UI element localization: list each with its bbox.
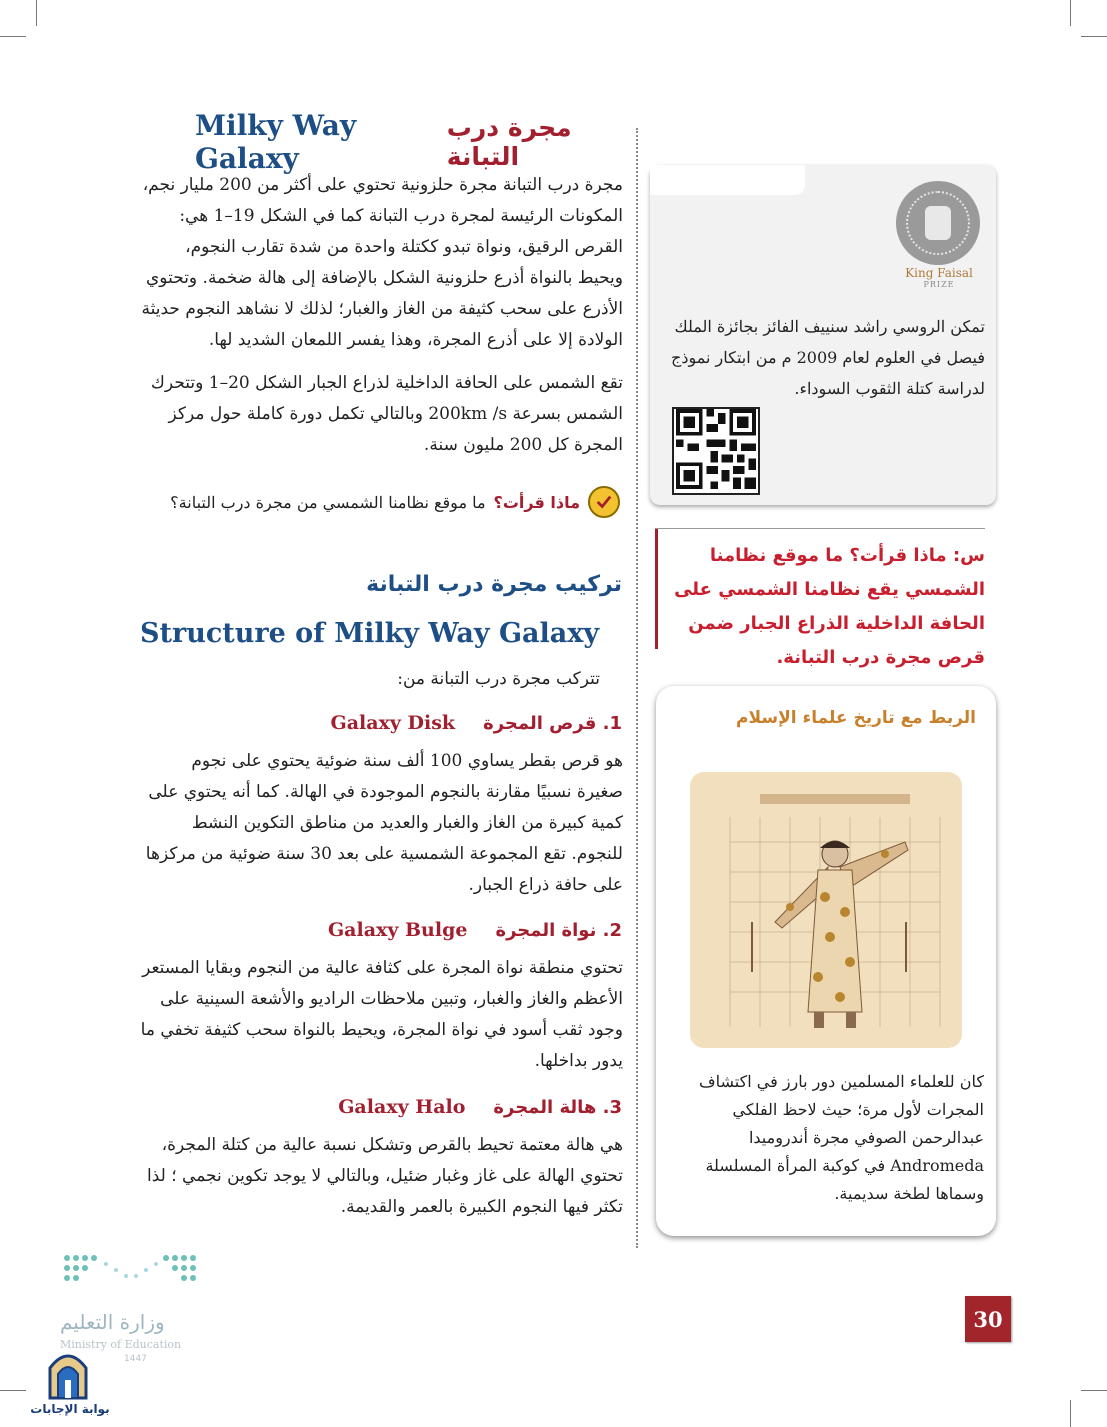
answer-box [655, 528, 985, 668]
king-faisal-seal-icon [896, 181, 980, 265]
item-heading-disk [200, 708, 622, 738]
crop-mark [0, 36, 26, 37]
ministry-year: 1447 [124, 1354, 147, 1364]
item-heading-en: Galaxy Bulge [327, 919, 468, 941]
structure-intro: تتركب مجرة درب التبانة من: [397, 669, 600, 689]
ministry-name-ar: وزارة التعليم [60, 1310, 165, 1334]
paragraph-sun-position: تقع الشمس على الحافة الداخلية لذراع الجبار الشكل 20–1 وتتحرك الشمس بسرعة 200km /s وبالتالي تكمل دورة كاملة حول مركز المجرة كل 200 مليون سنة. [150, 373, 623, 455]
heading-en: Milky Way Galaxy [195, 109, 357, 175]
crop-mark [1081, 36, 1107, 37]
item-heading-halo [200, 1092, 622, 1122]
mosque-gate-icon [46, 1348, 90, 1400]
crop-mark [1070, 1400, 1071, 1427]
prize-logo-text [894, 266, 984, 289]
item-heading-en: Galaxy Halo [338, 1096, 466, 1118]
crop-mark [0, 1390, 26, 1391]
ministry-dots-icon [62, 1252, 197, 1292]
item-text-disk: هو قرص بقطر يساوي 100 ألف سنة ضوئية يحتوي على نجوم صغيرة نسبيًا مقارنة بالنجوم الموجودة في الهالة. كما أنه يحتوي على كمية كبيرة من الغاز والغبار والعديد من مناطق التكوين النشط للنجوم. تقع المجموعة الشمسية على بعد 30 سنة ضوئية من مركزها على حافة ذراع الجبار. [145, 751, 623, 895]
reading-check-question: ما موقع نظامنا الشمسي من مجرة درب التبانة؟ [170, 492, 486, 512]
watermark-logo [30, 1348, 110, 1426]
item-heading-en: Galaxy Disk [330, 712, 456, 734]
prize-card [650, 165, 996, 505]
history-caption: كان للعلماء المسلمين دور بارز في اكتشاف المجرات لأول مرة؛ حيث لاحظ الفلكي عبدالرحمن الصوفي مجرة أندروميدا Andromeda في كوكبة المرأة المسلسلة وسماها لطخة سديمية. [699, 1072, 984, 1203]
heading-ar: مجرة درب التبانة [446, 113, 572, 171]
answer-text: س: ماذا قرأت؟ ما موقع نظامنا الشمسي يقع نظامنا الشمسي على الحافة الداخلية الذراع الجبار ضمن قرص مجرة درب التبانة. [674, 545, 985, 668]
item-text-bulge: تحتوي منطقة نواة المجرة على كثافة عالية من النجوم وبقايا المستعر الأعظم والغاز والغبار، وتبين ملاحظات الراديو والأشعة السينية على وجود ثقب أسود في نواة المجرة، ويحيط بالنواة سحب كثيفة تخفي ما يدور بداخلها. [140, 958, 623, 1071]
column-divider [636, 128, 638, 1248]
prize-sub: PRIZE [923, 280, 955, 289]
crop-mark [36, 0, 37, 26]
paragraph-intro: مجرة درب التبانة مجرة حلزونية تحتوي على أكثر من 200 مليار نجم، المكونات الرئيسة لمجرة درب التبانة كما في الشكل 19–1 هي: القرص الرقيق، ونواة تبدو ككتلة واحدة من شدة تقارب النجوم، ويحيط بالنواة أذرع حلزونية الشكل بالإضافة إلى هالة ضخمة. وتحتوي الأذرع على سحب كثيفة من الغاز والغبار؛ لذلك لا نشاهد النجوم حديثة الولادة إلا على أذرع المجرة، وهذا يفسر اللمعان الشديد لها. [141, 175, 623, 350]
structure-heading-en: Structure of Milky Way Galaxy [140, 618, 600, 649]
structure-heading-ar: تركيب مجرة درب التبانة [366, 572, 622, 597]
prize-name: King Faisal [905, 266, 973, 280]
card-notch [650, 165, 805, 195]
crop-mark [1081, 1390, 1107, 1391]
checkmark-icon [588, 486, 620, 518]
reading-check-label: ماذا قرأت؟ [493, 492, 580, 512]
item-heading-ar: 1. قرص المجرة [483, 712, 622, 734]
crop-mark [1070, 0, 1071, 26]
item-text-halo: هي هالة معتمة تحيط بالقرص وتشكل نسبة عالية من كتلة المجرة، تحتوي الهالة على غاز وغبار ضئيل، وبالتالي لا يوجد تكوين نجمي ؛ لذا تكثر فيها النجوم الكبيرة بالعمر والقديمة. [147, 1135, 623, 1217]
answer-bar [655, 529, 658, 649]
ministry-name-en: Ministry of Education [60, 1338, 182, 1351]
andromeda-manuscript-image [690, 772, 962, 1048]
history-heading: الربط مع تاريخ علماء الإسلام [736, 708, 976, 728]
reading-check [150, 485, 620, 519]
section-heading [195, 109, 625, 175]
item-heading-ar: 2. نواة المجرة [495, 919, 622, 941]
item-heading-bulge [200, 915, 622, 945]
qr-code-icon[interactable] [672, 407, 760, 495]
history-card [656, 686, 996, 1236]
ministry-logo [60, 1250, 230, 1364]
page-number: 30 [965, 1296, 1011, 1342]
prize-text: تمكن الروسي راشد سنييف الفائز بجائزة الملك فيصل في العلوم لعام 2009 م من ابتكار نموذج لدراسة كتلة الثقوب السوداء. [671, 317, 985, 398]
item-heading-ar: 3. هالة المجرة [493, 1096, 622, 1118]
watermark-text: بوابة الإجابات [30, 1402, 110, 1416]
